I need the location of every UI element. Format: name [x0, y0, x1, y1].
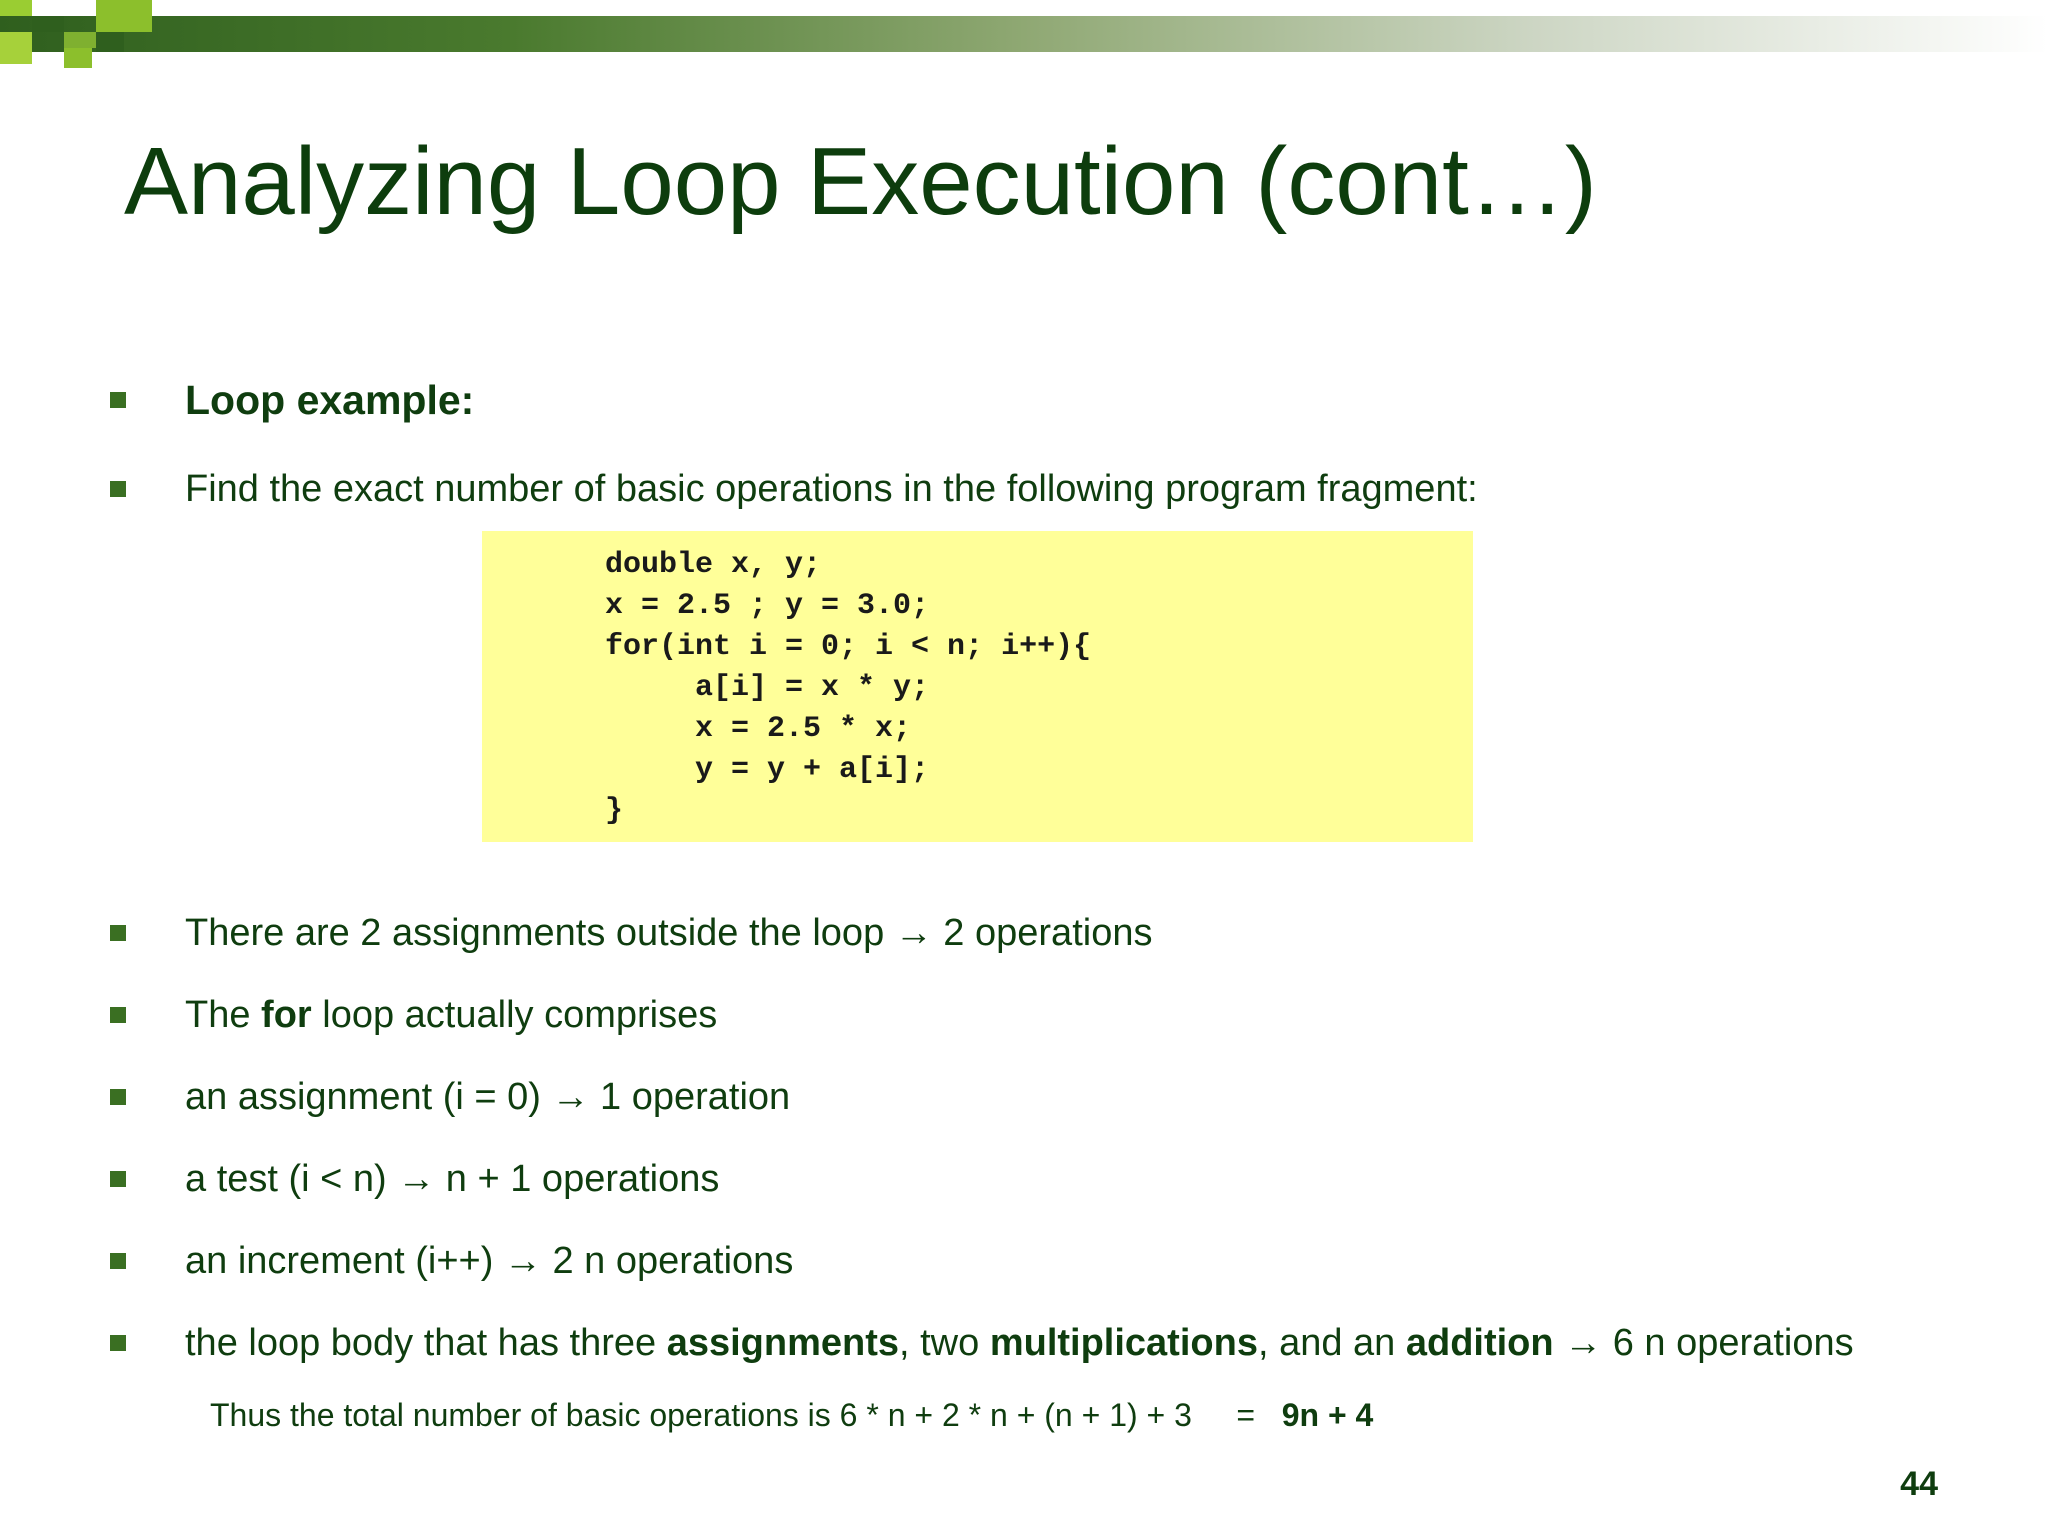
- square-bullet-icon: [110, 481, 126, 497]
- summary-line: [210, 1399, 1373, 1431]
- bullet-text: an increment (i++) → 2 n operations: [185, 1240, 794, 1282]
- bullet-text: an assignment (i = 0) → 1 operation: [185, 1076, 791, 1118]
- square-bullet-icon: [110, 392, 126, 408]
- code-line: double x, y;: [605, 548, 822, 582]
- square-bullet-icon: [110, 1253, 126, 1269]
- square-bullet-icon: [110, 1089, 126, 1105]
- bullet-text: [185, 1324, 1854, 1362]
- decor-square: [0, 0, 32, 16]
- code-line: x = 2.5 ; y = 3.0;: [605, 589, 930, 623]
- decor-square: [0, 32, 32, 64]
- square-bullet-icon: [110, 1335, 126, 1351]
- bullet-text: [185, 996, 717, 1034]
- square-bullet-icon: [110, 1007, 126, 1023]
- decor-square: [64, 32, 96, 48]
- square-bullet-icon: [110, 1171, 126, 1187]
- text-run: , and an: [1257, 1322, 1406, 1364]
- page-number: 44: [1900, 1465, 1938, 1503]
- decor-square: [64, 48, 92, 68]
- decor-square: [32, 16, 64, 32]
- bullet-text: Find the exact number of basic operations in the following program fragment:: [185, 468, 1478, 510]
- text-run: The: [185, 994, 262, 1036]
- term-addition: addition: [1405, 1322, 1554, 1364]
- text-run: the loop body that has three: [185, 1322, 667, 1364]
- decor-square: [96, 0, 152, 32]
- text-run: loop actually comprises: [311, 994, 718, 1036]
- text-run: → 6 n operations: [1553, 1322, 1854, 1364]
- summary-text: Thus the total number of basic operations is 6 * n + 2 * n + (n + 1) + 3 =: [210, 1397, 1282, 1433]
- code-line: x = 2.5 * x;: [605, 712, 912, 746]
- code-line: y = y + a[i];: [605, 753, 930, 787]
- term-assignments: assignments: [666, 1322, 899, 1364]
- bullet-text: There are 2 assignments outside the loop → 2 operations: [185, 912, 1153, 954]
- text-run: , two: [899, 1322, 990, 1364]
- code-line: }: [605, 794, 624, 828]
- keyword-for: for: [261, 994, 312, 1036]
- square-bullet-icon: [110, 925, 126, 941]
- code-block: [482, 531, 1473, 842]
- code-line: for(int i = 0; i < n; i++){: [605, 630, 1092, 664]
- bullet-text: Loop example:: [185, 377, 475, 423]
- summary-result: 9n + 4: [1281, 1397, 1374, 1433]
- decor-square: [96, 32, 124, 52]
- term-multiplications: multiplications: [989, 1322, 1258, 1364]
- code-listing: [605, 545, 1091, 832]
- header-band: [0, 16, 2048, 52]
- code-line: a[i] = x * y;: [605, 671, 930, 705]
- bullet-text: a test (i < n) → n + 1 operations: [185, 1158, 720, 1200]
- slide-title: Analyzing Loop Execution (cont…): [124, 128, 1597, 235]
